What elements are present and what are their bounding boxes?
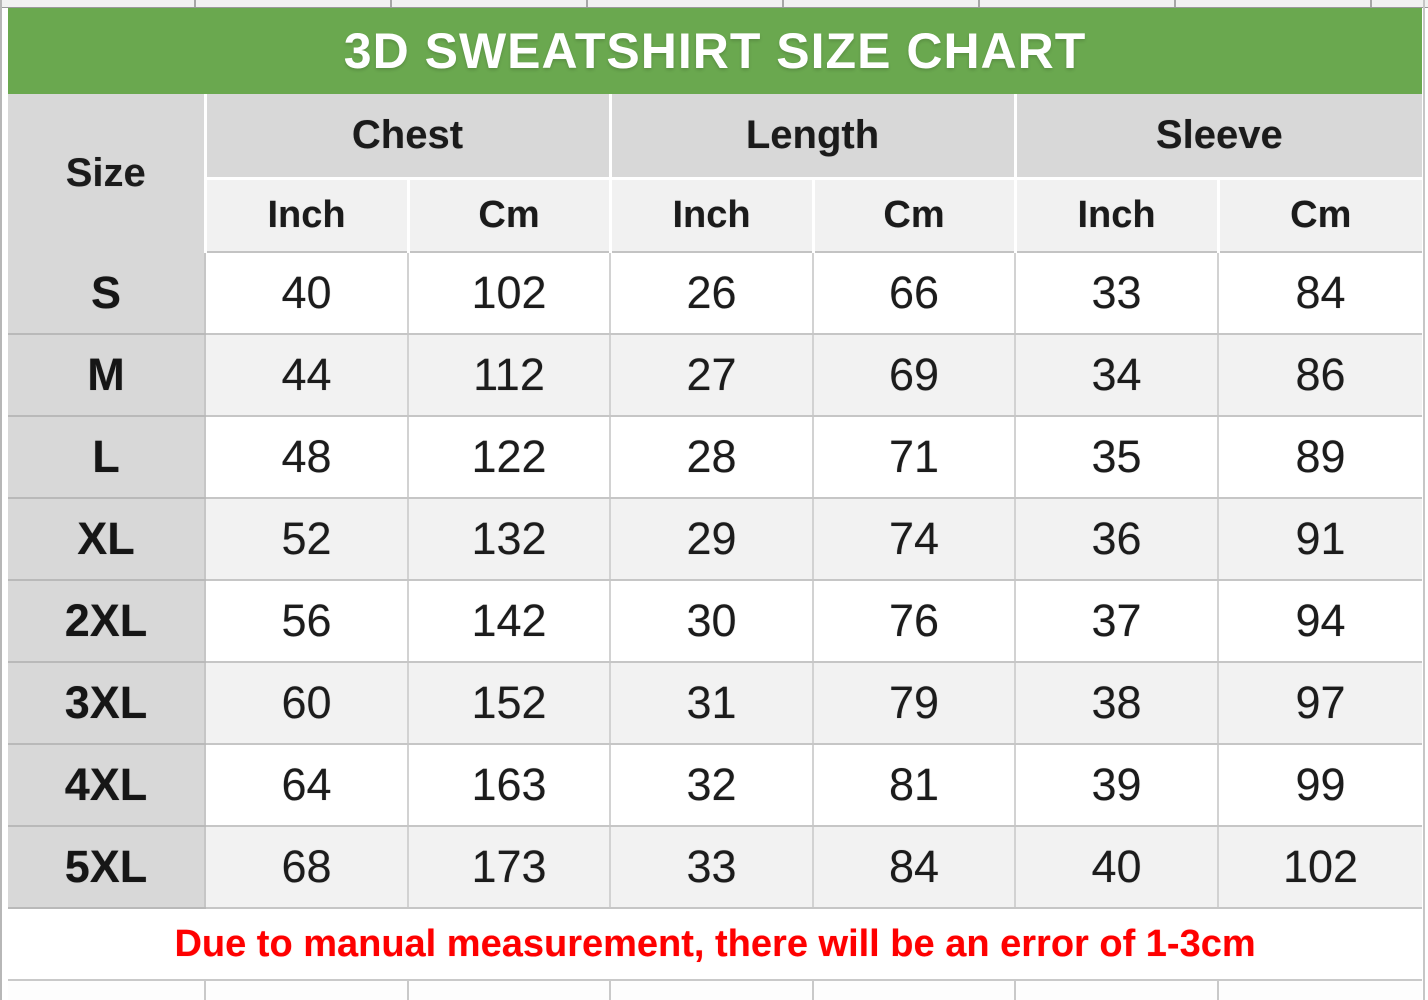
chest-cm-header: Cm	[408, 178, 610, 252]
table-row	[8, 744, 1422, 826]
spreadsheet-cell	[610, 980, 813, 1000]
title-banner-row	[8, 8, 1422, 94]
chest-inch-header: Inch	[205, 178, 408, 252]
value-cell: 142	[408, 580, 610, 662]
value-cell: 84	[813, 826, 1015, 908]
value-cell: 81	[813, 744, 1015, 826]
value-cell: 76	[813, 580, 1015, 662]
size-cell: XL	[8, 498, 205, 580]
group-header-row	[8, 94, 1422, 178]
value-cell: 32	[610, 744, 813, 826]
size-cell: 2XL	[8, 580, 205, 662]
value-cell: 33	[610, 826, 813, 908]
value-cell: 97	[1218, 662, 1422, 744]
value-cell: 30	[610, 580, 813, 662]
value-cell: 71	[813, 416, 1015, 498]
value-cell: 40	[205, 252, 408, 334]
sleeve-group-header: Sleeve	[1015, 94, 1422, 178]
value-cell: 163	[408, 744, 610, 826]
value-cell: 94	[1218, 580, 1422, 662]
size-cell: 5XL	[8, 826, 205, 908]
size-table-body	[8, 252, 1422, 908]
value-cell: 102	[1218, 826, 1422, 908]
size-cell: M	[8, 334, 205, 416]
value-cell: 152	[408, 662, 610, 744]
spreadsheet-bottom-row-strip	[8, 980, 1422, 1000]
table-header	[8, 8, 1422, 252]
size-cell: L	[8, 416, 205, 498]
spreadsheet-cell	[8, 980, 205, 1000]
left-edge-line	[0, 0, 2, 1000]
table-row	[8, 662, 1422, 744]
spreadsheet-top-row-strip	[0, 0, 1428, 8]
value-cell: 79	[813, 662, 1015, 744]
value-cell: 89	[1218, 416, 1422, 498]
table-row	[8, 416, 1422, 498]
value-cell: 122	[408, 416, 610, 498]
value-cell: 86	[1218, 334, 1422, 416]
value-cell: 102	[408, 252, 610, 334]
value-cell: 38	[1015, 662, 1218, 744]
value-cell: 27	[610, 334, 813, 416]
table-row	[8, 252, 1422, 334]
value-cell: 39	[1015, 744, 1218, 826]
spreadsheet-cell	[205, 980, 408, 1000]
length-group-header: Length	[610, 94, 1015, 178]
value-cell: 91	[1218, 498, 1422, 580]
note-row	[8, 908, 1422, 980]
spreadsheet-cell	[1015, 980, 1218, 1000]
value-cell: 74	[813, 498, 1015, 580]
length-cm-header: Cm	[813, 178, 1015, 252]
value-cell: 69	[813, 334, 1015, 416]
value-cell: 132	[408, 498, 610, 580]
chest-group-header: Chest	[205, 94, 610, 178]
value-cell: 44	[205, 334, 408, 416]
value-cell: 29	[610, 498, 813, 580]
table-row	[8, 334, 1422, 416]
value-cell: 48	[205, 416, 408, 498]
spreadsheet-cell	[813, 980, 1015, 1000]
page-title: 3D SWEATSHIRT SIZE CHART	[8, 8, 1422, 94]
value-cell: 68	[205, 826, 408, 908]
value-cell: 66	[813, 252, 1015, 334]
value-cell: 31	[610, 662, 813, 744]
size-cell: 3XL	[8, 662, 205, 744]
size-cell: S	[8, 252, 205, 334]
value-cell: 84	[1218, 252, 1422, 334]
value-cell: 33	[1015, 252, 1218, 334]
length-inch-header: Inch	[610, 178, 813, 252]
table-row	[8, 826, 1422, 908]
table-row	[8, 498, 1422, 580]
value-cell: 64	[205, 744, 408, 826]
value-cell: 173	[408, 826, 610, 908]
spreadsheet-cell	[1218, 980, 1422, 1000]
value-cell: 99	[1218, 744, 1422, 826]
sleeve-cm-header: Cm	[1218, 178, 1422, 252]
value-cell: 52	[205, 498, 408, 580]
spreadsheet-cell	[408, 980, 610, 1000]
right-edge-line	[1423, 0, 1425, 1000]
sleeve-inch-header: Inch	[1015, 178, 1218, 252]
table-row	[8, 580, 1422, 662]
size-cell: 4XL	[8, 744, 205, 826]
value-cell: 35	[1015, 416, 1218, 498]
value-cell: 60	[205, 662, 408, 744]
value-cell: 37	[1015, 580, 1218, 662]
value-cell: 36	[1015, 498, 1218, 580]
size-column-header: Size	[8, 94, 205, 252]
value-cell: 28	[610, 416, 813, 498]
table-footer	[8, 908, 1422, 1000]
value-cell: 34	[1015, 334, 1218, 416]
value-cell: 26	[610, 252, 813, 334]
value-cell: 40	[1015, 826, 1218, 908]
unit-header-row	[8, 178, 1422, 252]
measurement-disclaimer: Due to manual measurement, there will be an error of 1-3cm	[8, 908, 1422, 980]
value-cell: 112	[408, 334, 610, 416]
size-chart-table	[8, 8, 1422, 1000]
value-cell: 56	[205, 580, 408, 662]
